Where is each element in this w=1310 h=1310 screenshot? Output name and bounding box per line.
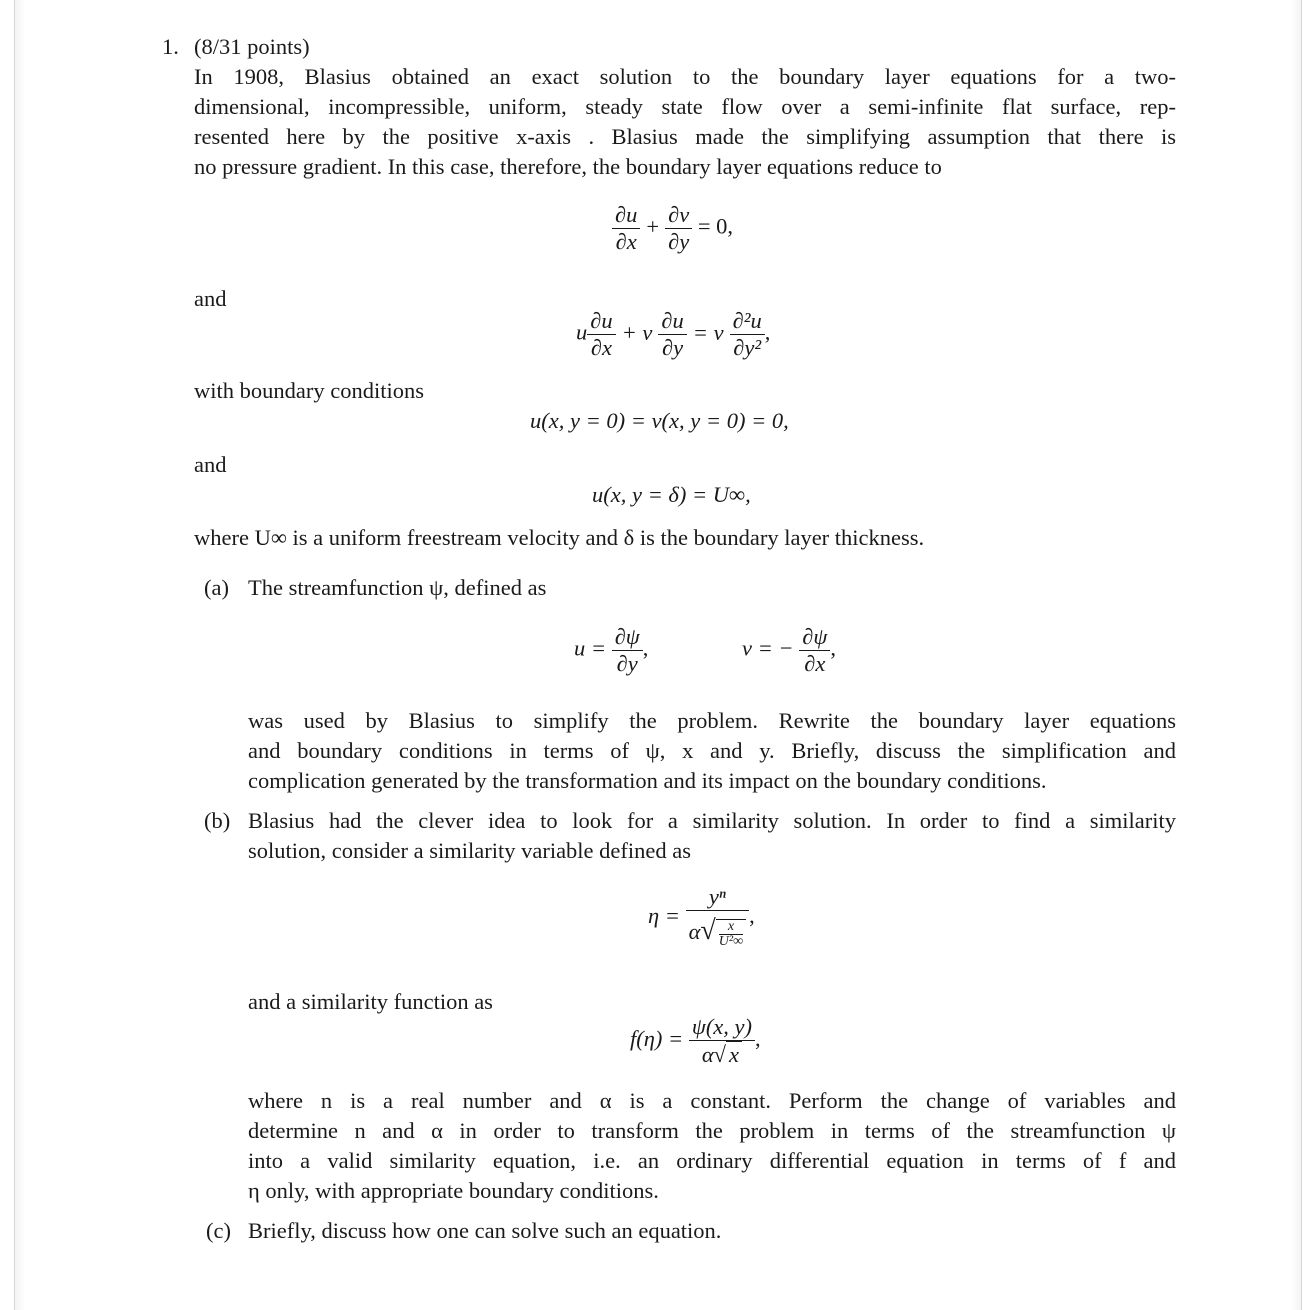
intro-line-4: no pressure gradient. In this case, therefore, the boundary layer equations reduce to — [194, 154, 942, 179]
part-b-line-3: where n is a real number and α is a constant. Perform the change of variables and — [248, 1088, 1176, 1113]
part-b-line-5: into a valid similarity equation, i.e. an ordinary differential equation in terms of f and — [248, 1148, 1176, 1173]
bc-wall-equation: u(x, y = 0) = v(x, y = 0) = 0, — [530, 408, 789, 433]
part-a-lead: The streamfunction ψ, defined as — [248, 575, 547, 600]
and-label-2: and — [194, 452, 227, 477]
page-edge-right — [1291, 0, 1302, 1310]
streamfunction-u-equation: u = $\frac{\partial\psi}{\partial y}$ , — [574, 624, 649, 676]
part-a-label: (a) — [204, 575, 229, 600]
problem-points: (8/31 points) — [194, 34, 310, 59]
part-b-line-1: Blasius had the clever idea to look for a similarity solution. In order to find a similarity — [248, 808, 1176, 833]
page-edge-left — [14, 0, 25, 1310]
streamfunction-v-equation: v = − $\frac{\partial\psi}{\partial x}$ , — [742, 624, 836, 676]
part-b-line-6: η only, with appropriate boundary conditions. — [248, 1178, 659, 1203]
similarity-function-equation: f(η) = $\frac{\psi(x, y)}{\alpha√ x}$ , — [630, 1014, 761, 1067]
problem-number: 1. — [162, 34, 179, 59]
where-line: where U∞ is a uniform freestream velocity and δ is the boundary layer thickness. — [194, 525, 925, 550]
intro-line-3: resented here by the positive x-axis . Blasius made the simplifying assumption that there is — [194, 124, 1176, 149]
part-b-line-2: solution, consider a similarity variable defined as — [248, 838, 692, 863]
part-b-and-similarity: and a similarity function as — [248, 989, 493, 1014]
part-b-label: (b) — [204, 808, 231, 833]
dv-dy-fraction: $\frac{\partial v}{\partial y}$ — [665, 202, 692, 255]
and-label-1: and — [194, 286, 227, 311]
part-c-label: (c) — [206, 1218, 231, 1243]
part-b-line-4: determine n and α in order to transform the problem in terms of the streamfunction ψ — [248, 1118, 1176, 1143]
part-c-text: Briefly, discuss how one can solve such an equation. — [248, 1218, 722, 1243]
similarity-variable-equation: η = yⁿ α√ $\frac{x}{\text{U²∞}}$ , — [648, 884, 755, 949]
part-a-line-2: and boundary conditions in terms of ψ, x and y. Briefly, discuss the simplification and — [248, 738, 1176, 763]
part-a-line-1: was used by Blasius to simplify the problem. Rewrite the boundary layer equations — [248, 708, 1176, 733]
intro-line-2: dimensional, incompressible, uniform, steady state flow over a semi-infinite flat surface, rep- — [194, 94, 1176, 119]
continuity-equation: $\frac{\partial u}{\partial x}$ + $\frac{\partial v}{\partial y}$ = 0, — [612, 202, 733, 255]
du-dx-fraction: $\frac{\partial u}{\partial x}$ — [612, 202, 640, 255]
part-a-line-3: complication generated by the transformation and its impact on the boundary conditions. — [248, 768, 1047, 793]
intro-line-1: In 1908, Blasius obtained an exact solution to the boundary layer equations for a two- — [194, 64, 1176, 89]
momentum-equation: u $\frac{\partial u}{\partial x}$ + v $\frac{\partial u}{\partial y}$ = ν $\frac{\text{∂²u}}{\text{∂y²}}$ , — [576, 308, 771, 360]
with-boundary-conditions-label: with boundary conditions — [194, 378, 424, 403]
bc-edge-equation: u(x, y = δ) = U∞, — [592, 482, 751, 507]
